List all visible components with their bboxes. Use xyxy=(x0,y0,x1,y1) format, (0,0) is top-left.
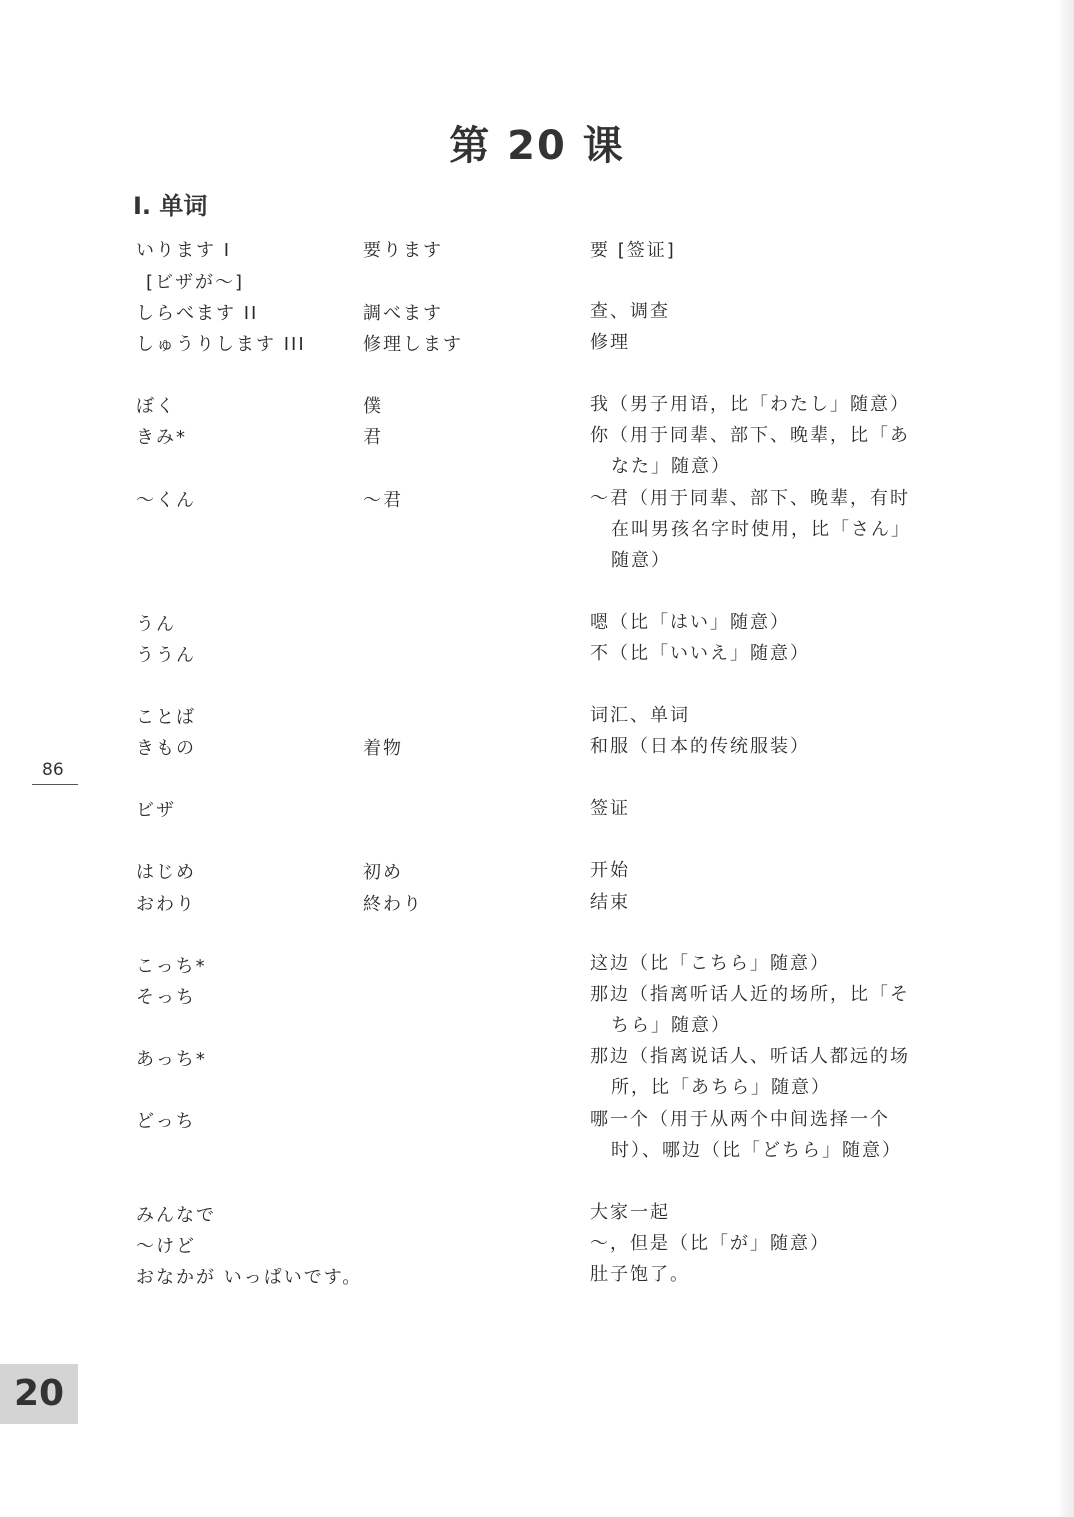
vocab-meaning: 那边（指离听话人近的场所，比「そ xyxy=(590,984,910,1005)
vocab-kana: うん xyxy=(136,614,176,635)
vocab-kana: そっち xyxy=(136,987,196,1008)
vocab-meaning: 大家一起 xyxy=(590,1202,670,1223)
vocab-meaning: 我（男子用语，比「わたし」随意） xyxy=(590,394,910,415)
vocab-meaning: 词汇、单词 xyxy=(590,705,690,726)
vocab-meaning-continued: 在叫男孩名字时使用，比「さん」 xyxy=(611,519,911,540)
vocab-kana: こっち* xyxy=(136,956,207,977)
vocab-kana: ぼく xyxy=(136,396,176,417)
lesson-title: 第 20 课 xyxy=(449,123,625,169)
vocab-meaning: 签证 xyxy=(590,798,630,819)
vocab-kanji: 終わり xyxy=(363,894,423,915)
vocab-kanji: 僕 xyxy=(363,396,383,417)
vocab-kana: ことば xyxy=(136,707,196,728)
vocab-kana: 〜けど xyxy=(136,1236,196,1257)
vocab-meaning: 你（用于同辈、部下、晚辈，比「あ xyxy=(590,425,910,446)
vocab-kanji: 要ります xyxy=(363,240,443,261)
vocab-kana: いります I xyxy=(136,240,232,261)
vocab-meaning-continued: ちら」随意） xyxy=(611,1015,731,1036)
vocab-kana: はじめ xyxy=(136,862,196,883)
vocab-meaning: 〜，但是（比「が」随意） xyxy=(590,1233,830,1254)
vocab-kana: おなかが いっぱいです。 xyxy=(136,1267,363,1288)
page-number: 86 xyxy=(42,760,64,780)
vocab-kana: しゅうりします III xyxy=(136,334,306,355)
vocab-kanji: 初め xyxy=(363,862,403,883)
vocab-meaning: 查、调查 xyxy=(590,301,670,322)
vocab-kana: あっち* xyxy=(136,1049,207,1070)
vocab-kana: ビザ xyxy=(136,800,176,821)
vocab-meaning: 那边（指离说话人、听话人都远的场 xyxy=(590,1046,910,1067)
vocab-kanji: 君 xyxy=(363,427,383,448)
chapter-tab: 20 xyxy=(0,1364,78,1424)
vocab-meaning: 肚子饱了。 xyxy=(590,1264,690,1285)
vocab-meaning-continued: 时）、哪边（比「どちら」随意） xyxy=(611,1140,902,1161)
vocab-meaning: 结束 xyxy=(590,892,630,913)
vocab-kanji: 着物 xyxy=(363,738,403,759)
vocab-meaning: 〜君（用于同辈、部下、晚辈，有时 xyxy=(590,488,910,509)
vocab-meaning-continued: 随意） xyxy=(611,550,671,571)
vocab-meaning: 和服（日本的传统服装） xyxy=(590,736,810,757)
vocab-meaning: 要 [签证] xyxy=(590,240,676,261)
vocab-kana: どっち xyxy=(136,1111,196,1132)
vocab-kana: [ビザが〜] xyxy=(146,272,245,293)
vocab-kanji: 〜君 xyxy=(363,490,403,511)
vocab-meaning: 修理 xyxy=(590,332,630,353)
vocab-kanji: 修理します xyxy=(363,334,463,355)
vocab-kana: きもの xyxy=(136,738,196,759)
page-number-rule xyxy=(32,784,78,785)
vocab-kana: 〜くん xyxy=(136,490,196,511)
vocab-meaning-continued: 所，比「あちら」随意） xyxy=(611,1077,831,1098)
section-heading: I. 单词 xyxy=(133,192,208,220)
vocab-meaning: 这边（比「こちら」随意） xyxy=(590,953,830,974)
vocab-meaning: 开始 xyxy=(590,860,630,881)
page-edge-shadow xyxy=(1060,0,1074,1517)
vocab-kana: おわり xyxy=(136,894,196,915)
vocab-meaning: 不（比「いいえ」随意） xyxy=(590,643,810,664)
vocab-kana: しらべます II xyxy=(136,303,259,324)
vocab-kana: きみ* xyxy=(136,427,187,448)
vocab-kanji: 調べます xyxy=(363,303,443,324)
vocab-meaning-continued: なた」随意） xyxy=(611,456,731,477)
vocab-kana: みんなで xyxy=(136,1205,216,1226)
vocab-kana: ううん xyxy=(136,645,196,666)
vocab-meaning: 嗯（比「はい」随意） xyxy=(590,612,790,633)
vocab-meaning: 哪一个（用于从两个中间选择一个 xyxy=(590,1109,890,1130)
